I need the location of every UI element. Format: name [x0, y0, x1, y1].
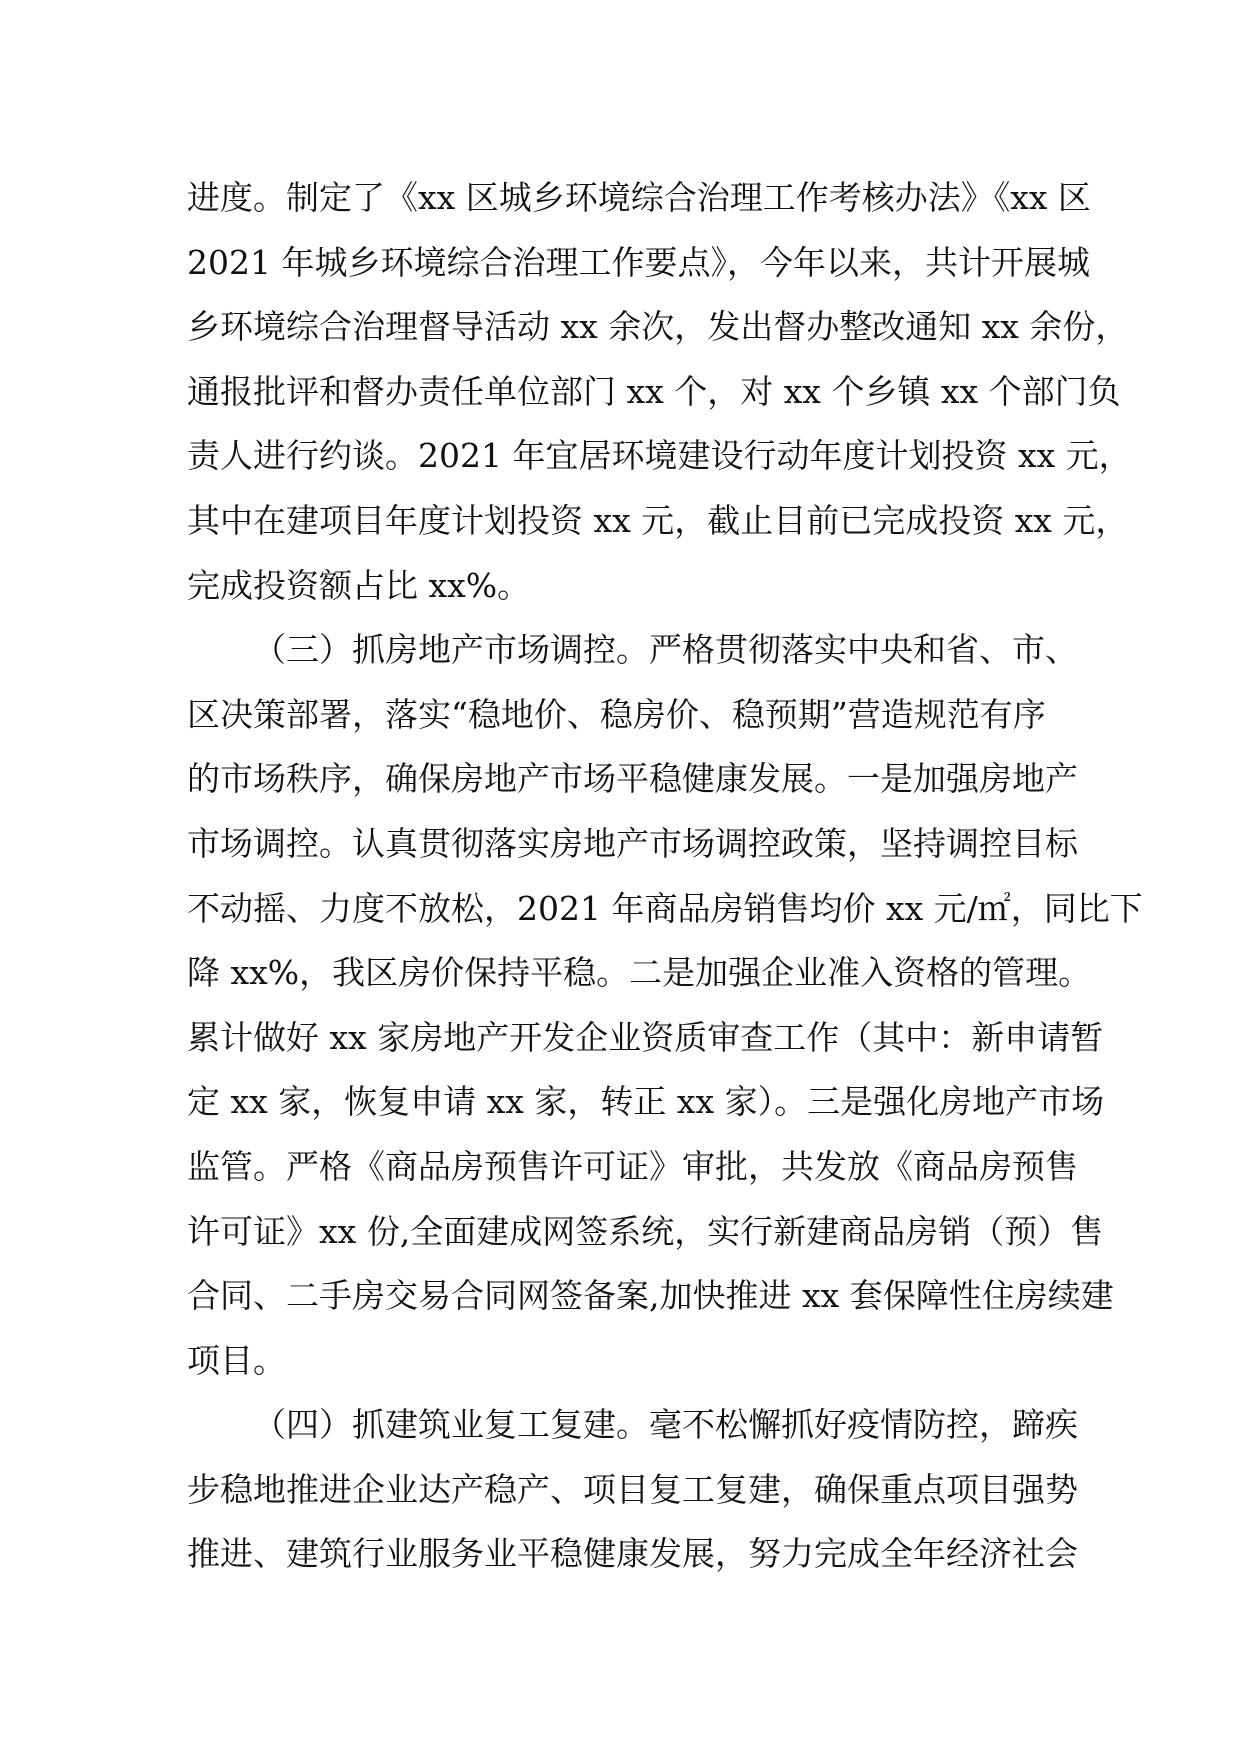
text-line: 区决策部署，落实“稳地价、稳房价、稳预期”营造规范有序 — [187, 694, 1046, 734]
text-line: 步稳地推进企业达产稳产、项目复工复建，确保重点项目强势 — [187, 1469, 1078, 1509]
text-line: 通报批评和督办责任单位部门 xx 个，对 xx 个乡镇 xx 个部门负 — [187, 371, 1121, 411]
text-line: 降 xx%，我区房价保持平稳。二是加强企业准入资格的管理。 — [187, 953, 1092, 993]
text-line: 市场调控。认真贯彻落实房地产市场调控政策，坚持调控目标 — [187, 823, 1078, 863]
text-line: 累计做好 xx 家房地产开发企业资质审查工作（其中：新申请暂 — [187, 1017, 1104, 1057]
text-line: 定 xx 家，恢复申请 xx 家，转正 xx 家）。三是强化房地产市场 — [187, 1082, 1105, 1122]
section-heading-line: （四）抓建筑业复工复建。毫不松懈抓好疫情防控，蹄疾 — [253, 1405, 1078, 1445]
text-line: 其中在建项目年度计划投资 xx 元，截止目前已完成投资 xx 元， — [187, 500, 1129, 540]
text-line: 合同、二手房交易合同网签备案,加快推进 xx 套保障性住房续建 — [187, 1276, 1114, 1316]
text-line: 监管。严格《商品房预售许可证》审批，共发放《商品房预售 — [187, 1146, 1078, 1186]
text-line: 不动摇、力度不放松，2021 年商品房销售均价 xx 元/㎡，同比下 — [187, 888, 1143, 928]
text-line: 责人进行约谈。2021 年宜居环境建设行动年度计划投资 xx 元， — [187, 436, 1132, 476]
text-line: 项目。 — [187, 1340, 286, 1380]
text-line: 的市场秩序，确保房地产市场平稳健康发展。一是加强房地产 — [187, 759, 1078, 799]
text-line: 进度。制定了《xx 区城乡环境综合治理工作考核办法》《xx 区 — [187, 178, 1091, 217]
body-text — [187, 166, 1143, 1587]
text-line: 乡环境综合治理督导活动 xx 余次，发出督办整改通知 xx 余份， — [187, 307, 1129, 347]
text-line: 完成投资额占比 xx%。 — [187, 565, 531, 605]
section-heading-line: （三）抓房地产市场调控。严格贯彻落实中央和省、市、 — [253, 630, 1078, 670]
text-line: 2021 年城乡环境综合治理工作要点》，今年以来，共计开展城 — [187, 242, 1090, 282]
text-line: 许可证》xx 份,全面建成网签系统，实行新建商品房销（预）售 — [187, 1211, 1104, 1251]
text-line: 推进、建筑行业服务业平稳健康发展，努力完成全年经济社会 — [187, 1534, 1078, 1574]
